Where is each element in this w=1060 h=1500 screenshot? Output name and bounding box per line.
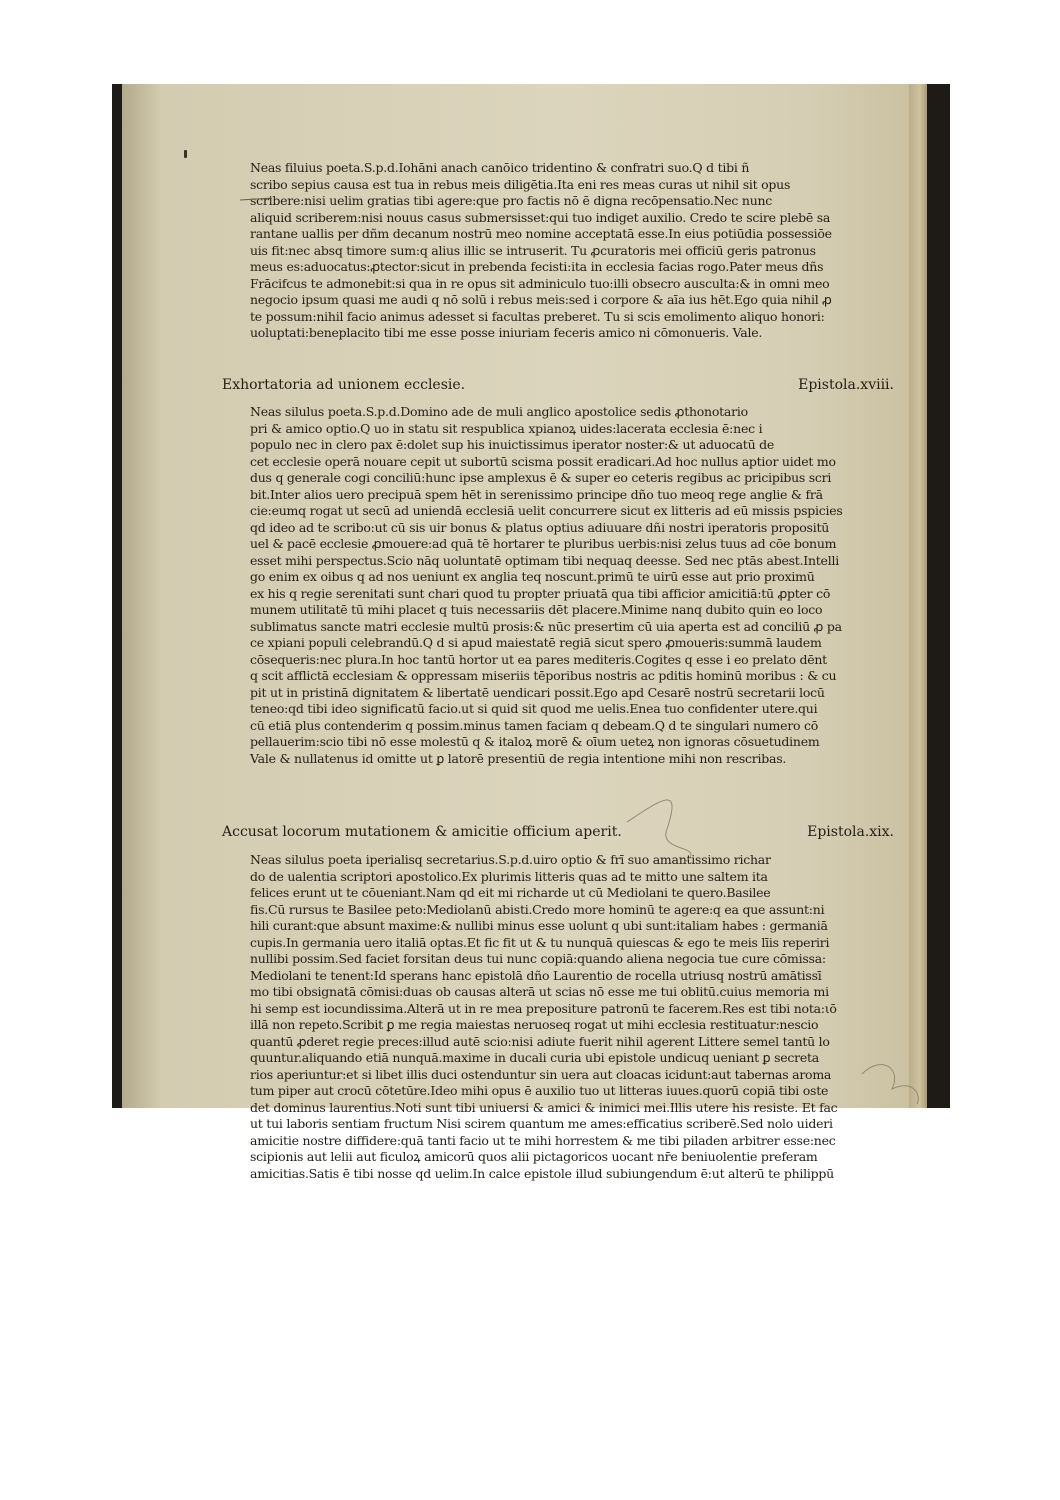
text-line: pri & amico optio.Q uo in statu sit respublica xpianoꝝ uides:lacerata ecclesia ē:nec i: [250, 420, 763, 436]
text-line: scribere:nisi uelim gratias tibi agere:que pro factis nō ē digna recōpensatio.Nec nunc: [250, 193, 773, 208]
text-line: felices erunt ut te cōueniant.Nam qd eit mi richarde ut cū Mediolani te quero.Basilee: [250, 885, 771, 900]
page-photograph: [112, 84, 950, 1181]
text-line: Neas silulus poeta iperialisq secretarius.S.p.d.uiro optio & frī suo amantissimo richar: [250, 852, 771, 867]
text-line: fis.Cū rursus te Basilee peto:Mediolanū abisti.Credo more hominū te agere:q ea que assunt:ni: [250, 901, 825, 917]
text-line: quantū ꝓderet regie preces:illud autē scio:nisi adiute fuerit nihil agerent Littere semel tantū lo: [250, 1033, 830, 1049]
text-line: Frācifcus te admonebit:si qua in re opus sit adminiculo tuo:illi obsecro auscultа:& in omni meo: [250, 275, 830, 291]
text-line: det dominus laurentius.Noti sunt tibi uniuersi & amici & inimici mei.Illis utere his resiste. Et fac: [250, 1099, 838, 1115]
margin-mark: [184, 150, 187, 158]
text-line: illā non repeto.Scribit ꝑ me regia maiestas neruoseq rogat ut mihi ecclesia restituatur:nescio: [250, 1017, 819, 1032]
text-line: ut tui laboris sentiam fructum Nisi scirem quantum me ames:efficatius scriberē.Sed nolo uideri: [250, 1116, 833, 1131]
text-line: amicitias.Satis ē tibi nosse qd uelim.In calce epistole illud subiungendum ē:ut alterū te philippū: [250, 1165, 834, 1181]
text-line: munem utilitatē tū mihi placet q tuis necessariis dēt placere.Minime nanq dubito quin eo loco: [250, 602, 823, 617]
text-line: negocio ipsum quasi me audi q nō solū i rebus meis:sed i corpore & aīa ius hēt.Ego quia nihil ꝓ: [250, 292, 832, 307]
text-line: aliquid scriberem:nisi nouus casus submersisset:qui tuo indiget auxilio. Credo te scire plebē sa: [250, 209, 831, 225]
text-line: Neas silulus poeta.S.p.d.Domino ade de muli anglico apostolice sedis ꝓthonotario: [250, 404, 748, 419]
text-line: quuntur.aliquando etiā nunquā.maxime in ducali curia ubi epistole undicuq ueniant ꝑ secreta: [250, 1050, 819, 1065]
text-line: teneo:qd tibi ideo significatū facio.ut si quid sit quod me uelis.Enea tuo confidenter utere.qui: [250, 701, 818, 716]
text-line: uel & pacē ecclesie ꝓmouere:ad quā tē hortarer te pluribus uerbis:nisi zelus tuus ad cōe bonum: [250, 536, 837, 551]
text-line: populo nec in clero pax ē:dolet sup his inuictissimus iperator noster:& ut aduocatū de: [250, 437, 775, 452]
text-line: meus es:aduocatus:ꝓtector:sicut in prebenda fecisti:ita in ecclesia facias rogo.Pater meus dñs: [250, 259, 824, 274]
text-line: uoluptati:beneplacito tibi me esse posse iniuriam feceris amico ni cōmonueris. Vale.: [250, 325, 763, 340]
text-line: uis fit:nec absq timore sum:q alius illic se intruserit. Tu ꝓcuratoris mei officiū geris patronus: [250, 242, 816, 258]
text-line: pit ut in pristinā dignitatem & libertatē uendicari possit.Ego apd Cesarē nostrū secretarii locū: [250, 684, 825, 700]
text-line: Vale & nullatenus id omitte ut ꝑ latorē presentiū de regia intentione mihi non rescribas.: [250, 750, 787, 766]
text-line: te possum:nihil facio animus adesset si facultas preberet. Tu si scis emolimento aliquo honori:: [250, 308, 825, 324]
text-line: rios aperiuntur:et si libet illis duci ostenduntur sin uera aut cloacas icidunt:aut tabernas aroma: [250, 1066, 832, 1082]
text-line: ce xpiani populi celebrandū.Q d si apud maiestatē regiā sicut spero ꝓmoueris:summā laudem: [250, 635, 822, 650]
text-line: Mediolani te tenent:Id sperans hanc epistolā dño Laurentio de rocella utriusq nostrū amātissī: [250, 967, 822, 983]
heading-title: Accusat locorum mutationem & amicitie officium aperit.: [222, 824, 622, 840]
text-line: Neas filuius poeta.S.p.d.Iohāni anach canōico tridentino & confratri suo.Q d tibi ñ: [250, 160, 750, 175]
heading-title: Exhortatoria ad unionem ecclesie.: [222, 377, 466, 393]
text-line: hi semp est iocundissima.Alterā ut in re mea prepositure patronū te facerem.Res est tibi nota:ιō: [250, 1000, 837, 1016]
text-line: q scit afflictā ecclesiam & oppressam miseriis tēporibus nostris ac pditis hominū moribus : & cu: [250, 668, 837, 683]
text-line: qd ideo ad te scribo:ut cū sis uir bonus & platus optius adiuuare dñi nostri iperatoris propositū: [250, 519, 830, 535]
text-line: cōsequeris:nec plura.In hoc tantū hortor ut ea pares mediteris.Cogites q esse i eo prelato dēnt: [250, 651, 827, 667]
text-line: sublimatus sancte matri ecclesie multū prosis:& nūc presertim cū uia aperta est ad conciliū ꝓ pa: [250, 618, 842, 634]
epistola-number: Epistola.xix.: [807, 824, 894, 840]
text-line: amicitie nostre diffidere:quā tanti facio ut te mihi horrestem & me tibi piladen arbitrer esse:nec: [250, 1132, 836, 1148]
epistle-body: [250, 160, 892, 342]
text-line: cet ecclesie operā nouare cepit ut subortū scisma possit eradicari.Ad hoc nullus aptior uidet mo: [250, 453, 836, 469]
text-line: cie:eumq rogat ut secū ad uniendā ecclesiā uelit concurrere sicut ex litteris ad eū missis pspicies: [250, 503, 843, 518]
text-line: scipionis aut lelii aut ficuloꝝ amicorū quos alii pictagoricos uocant nr̄e beniuolentie preferam: [250, 1149, 818, 1164]
epistle-body: [250, 852, 892, 1182]
text-line: do de ualentia scriptori apostolico.Ex plurimis litteris quas ad te mitto une saltem ita: [250, 868, 768, 884]
text-line: rantane uallis per dñm decanum nostrū meo nomine acceptatā esse.In eius potiūdia possessiōe: [250, 226, 832, 241]
text-line: scribo sepius causa est tua in rebus meis diligētia.Ita eni res meas curas ut nihil sit opus: [250, 176, 791, 192]
book-leaf: [122, 84, 927, 1181]
text-line: cū etiā plus contenderim q possim.minus tamen faciam q debeam.Q d te singulari numero cō: [250, 717, 819, 733]
text-line: cupis.In germania uero italiā optas.Et fic fit ut & tu nunquā quiescas & ego te meis līis reperiri: [250, 934, 830, 950]
text-line: tum piper aut crocū cōtetūre.Ideo mihi opus ē auxilio tuo ut litteras iuues.quorū copiā tibi oste: [250, 1083, 829, 1098]
epistola-number: Epistola.xviii.: [798, 377, 894, 393]
text-line: esset mihi perspectus.Scio nāq uoluntatē optimam tibi nequaq deesse. Sed nec ptās abest.Intelli: [250, 552, 839, 568]
text-line: bit.Inter alios uero precipuā spem hēt in serenissimo principe dño tuo meoq rege anglie & frā: [250, 486, 823, 502]
text-line: nullibi possim.Sed faciet forsitan deus tui nunc copiā:quando aliena negocia tue cure cōmissa:: [250, 951, 826, 966]
text-line: hili curant:que absunt maxime:& nullibi minus esse uolunt q ubi sunt:italiam habes : germaniā: [250, 918, 828, 933]
text-line: ex his q regie serenitati sunt chari quod tu propter priuatā qua tibi afficior amicitiā:tū ꝓpter cō: [250, 585, 831, 601]
text-line: dus q generale cogi conciliū:hunc ipse amplexus ē & super eo ceteris regibus ac pricipibus scri: [250, 470, 832, 485]
page-edge: [909, 84, 927, 1108]
text-line: mo tibi obsignatā cōmisi:duas ob causas alterā ut scias nō esse me tui oblitū.cuius memoria mi: [250, 984, 829, 999]
text-line: pellauerim:scio tibi nō esse molestū q & italoꝝ morē & oīum ueteꝝ non ignoras cōsuetudinem: [250, 734, 820, 749]
text-line: go enim ex oibus q ad nos ueniunt ex anglia teq noscunt.primū te uirū esse aut prio proximū: [250, 569, 815, 584]
epistle-body: [250, 404, 892, 767]
